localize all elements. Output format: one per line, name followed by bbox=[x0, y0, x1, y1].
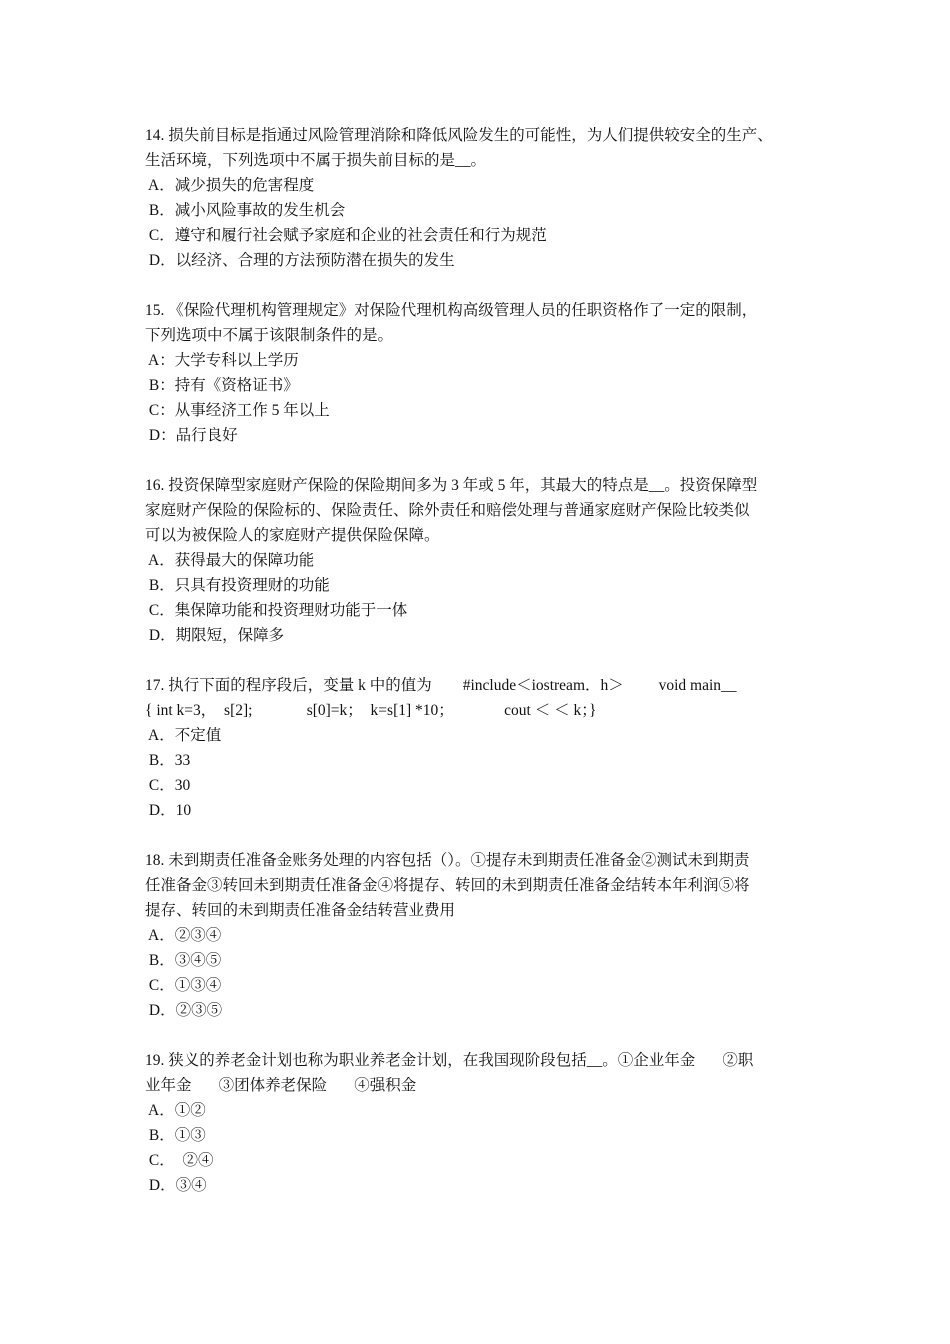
question-stem-line: 提存、转回的未到期责任准备金结转营业费用 bbox=[145, 902, 456, 919]
question-stem-line: 家庭财产保险的保险标的、保险责任、除外责任和赔偿处理与普通家庭财产保险比较类似 bbox=[145, 502, 750, 519]
answer-option: C．30 bbox=[145, 777, 191, 794]
answer-option: A．获得最大的保障功能 bbox=[145, 552, 315, 569]
question-block bbox=[145, 1048, 825, 1198]
answer-option: A．不定值 bbox=[145, 727, 222, 744]
answer-option: D．②③⑤ bbox=[145, 1002, 223, 1019]
answer-option: D．期限短，保障多 bbox=[145, 627, 285, 644]
question-stem-line: { int k=3， s[2]; s[0]=k； k=s[1] *10； cout ＜ ＜ k；} bbox=[145, 702, 597, 719]
answer-option: D．③④ bbox=[145, 1177, 207, 1194]
answer-option: C．①③④ bbox=[145, 977, 222, 994]
question-stem-line: 18. 未到期责任准备金账务处理的内容包括（）。①提存未到期责任准备金②测试未到期责 bbox=[145, 852, 750, 869]
answer-option: B．只具有投资理财的功能 bbox=[145, 577, 330, 594]
question-stem-line: 下列选项中不属于该限制条件的是。 bbox=[145, 327, 394, 344]
question-block bbox=[145, 298, 825, 448]
question-stem-line: 生活环境，下列选项中不属于损失前目标的是__。 bbox=[145, 152, 487, 169]
answer-options bbox=[145, 923, 825, 1023]
answer-option: A．减少损失的危害程度 bbox=[145, 177, 315, 194]
question-stem bbox=[145, 1048, 825, 1098]
answer-options bbox=[145, 548, 825, 648]
question-stem-line: 14. 损失前目标是指通过风险管理消除和降低风险发生的可能性，为人们提供较安全的生产、 bbox=[145, 127, 773, 144]
question-stem bbox=[145, 473, 825, 548]
answer-options bbox=[145, 173, 825, 273]
answer-option: B．减小风险事故的发生机会 bbox=[145, 202, 346, 219]
question-stem-line: 19. 狭义的养老金计划也称为职业养老金计划，在我国现阶段包括__。①企业年金 ②职 bbox=[145, 1052, 754, 1069]
question-stem-line: 业年金 ③团体养老保险 ④强积金 bbox=[145, 1077, 417, 1094]
answer-option: C． ②④ bbox=[145, 1152, 214, 1169]
answer-option: B．③④⑤ bbox=[145, 952, 222, 969]
answer-option: D．以经济、合理的方法预防潜在损失的发生 bbox=[145, 252, 455, 269]
question-block bbox=[145, 673, 825, 823]
answer-option: C．遵守和履行社会赋予家庭和企业的社会责任和行为规范 bbox=[145, 227, 547, 244]
answer-option: C：从事经济工作 5 年以上 bbox=[145, 402, 330, 419]
question-stem bbox=[145, 123, 825, 173]
answer-options bbox=[145, 1098, 825, 1198]
question-block bbox=[145, 848, 825, 1023]
question-stem-line: 16. 投资保障型家庭财产保险的保险期间多为 3 年或 5 年，其最大的特点是__。投资保障型 bbox=[145, 477, 758, 494]
question-block bbox=[145, 123, 825, 273]
answer-options bbox=[145, 348, 825, 448]
question-stem-line: 可以为被保险人的家庭财产提供保险保障。 bbox=[145, 527, 440, 544]
answer-option: B．①③ bbox=[145, 1127, 206, 1144]
answer-option: B．33 bbox=[145, 752, 191, 769]
question-stem-line: 17. 执行下面的程序段后，变量 k 中的值为 #include＜iostream．h＞ void main__ bbox=[145, 677, 737, 694]
question-block bbox=[145, 473, 825, 648]
question-stem bbox=[145, 673, 825, 723]
answer-option: A．②③④ bbox=[145, 927, 222, 944]
question-stem-line: 任准备金③转回未到期责任准备金④将提存、转回的未到期责任准备金结转本年利润⑤将 bbox=[145, 877, 750, 894]
answer-options bbox=[145, 723, 825, 823]
answer-option: A：大学专科以上学历 bbox=[145, 352, 299, 369]
question-list bbox=[145, 123, 825, 1223]
answer-option: B：持有《资格证书》 bbox=[145, 377, 299, 394]
answer-option: D：品行良好 bbox=[145, 427, 238, 444]
question-stem bbox=[145, 848, 825, 923]
answer-option: A．①② bbox=[145, 1102, 206, 1119]
question-stem bbox=[145, 298, 825, 348]
answer-option: D．10 bbox=[145, 802, 192, 819]
question-stem-line: 15. 《保险代理机构管理规定》对保险代理机构高级管理人员的任职资格作了一定的限制， bbox=[145, 302, 758, 319]
answer-option: C．集保障功能和投资理财功能于一体 bbox=[145, 602, 408, 619]
